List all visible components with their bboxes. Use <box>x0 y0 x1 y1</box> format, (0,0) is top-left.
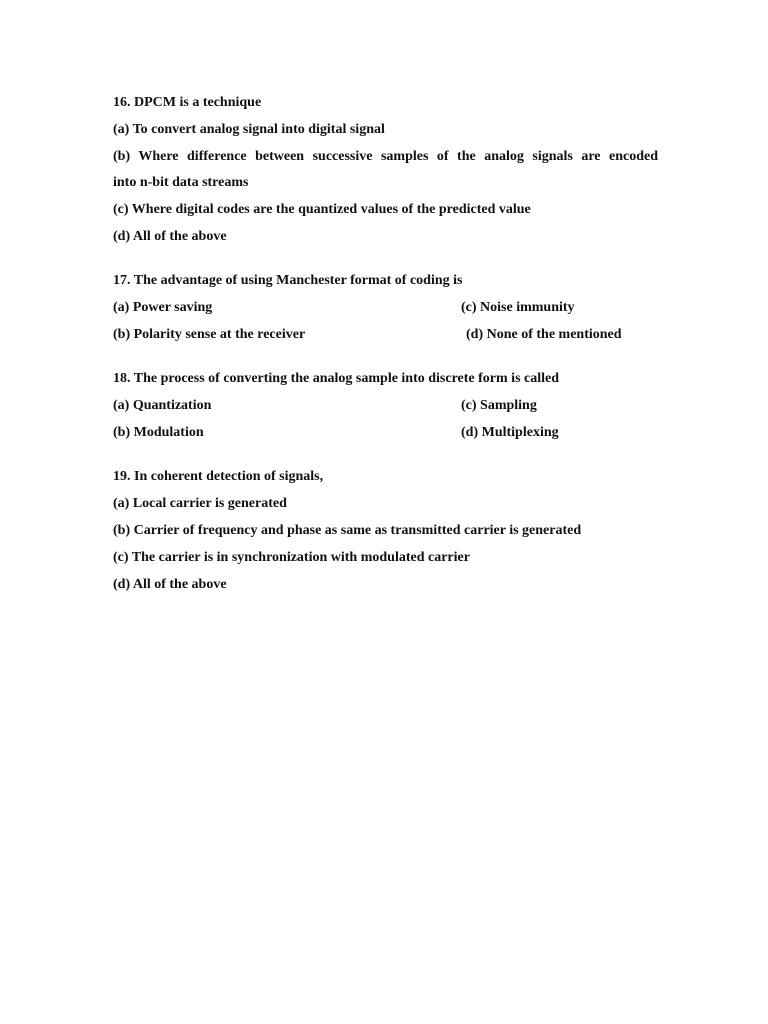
question-19-option-d: (d) All of the above <box>113 577 227 592</box>
question-17: 17. The advantage of using Manchester format of coding is <box>113 273 463 288</box>
question-16: 16. DPCM is a technique <box>113 95 262 110</box>
question-17-option-c: (c) Noise immunity <box>461 300 575 315</box>
question-18-option-c: (c) Sampling <box>461 398 537 413</box>
question-17-option-a: (a) Power saving <box>113 300 213 315</box>
question-16-option-b-line1: (b) Where difference between successive samples of the analog signals are encoded <box>113 149 658 164</box>
question-19: 19. In coherent detection of signals, <box>113 469 324 484</box>
question-19-option-a: (a) Local carrier is generated <box>113 496 287 511</box>
question-17-option-b: (b) Polarity sense at the receiver <box>113 327 306 342</box>
question-18: 18. The process of converting the analog sample into discrete form is called <box>113 371 560 386</box>
question-19-option-c: (c) The carrier is in synchronization with modulated carrier <box>113 550 470 565</box>
question-18-option-b: (b) Modulation <box>113 425 204 440</box>
question-16-option-c: (c) Where digital codes are the quantized values of the predicted value <box>113 202 531 217</box>
question-18-option-d: (d) Multiplexing <box>461 425 559 440</box>
question-16-option-d: (d) All of the above <box>113 229 227 244</box>
question-17-option-d: (d) None of the mentioned <box>466 327 622 342</box>
question-16-option-b-line2: into n-bit data streams <box>113 175 249 190</box>
question-18-option-a: (a) Quantization <box>113 398 212 413</box>
question-16-option-a: (a) To convert analog signal into digital signal <box>113 122 385 137</box>
question-19-option-b: (b) Carrier of frequency and phase as same as transmitted carrier is generated <box>113 523 582 538</box>
